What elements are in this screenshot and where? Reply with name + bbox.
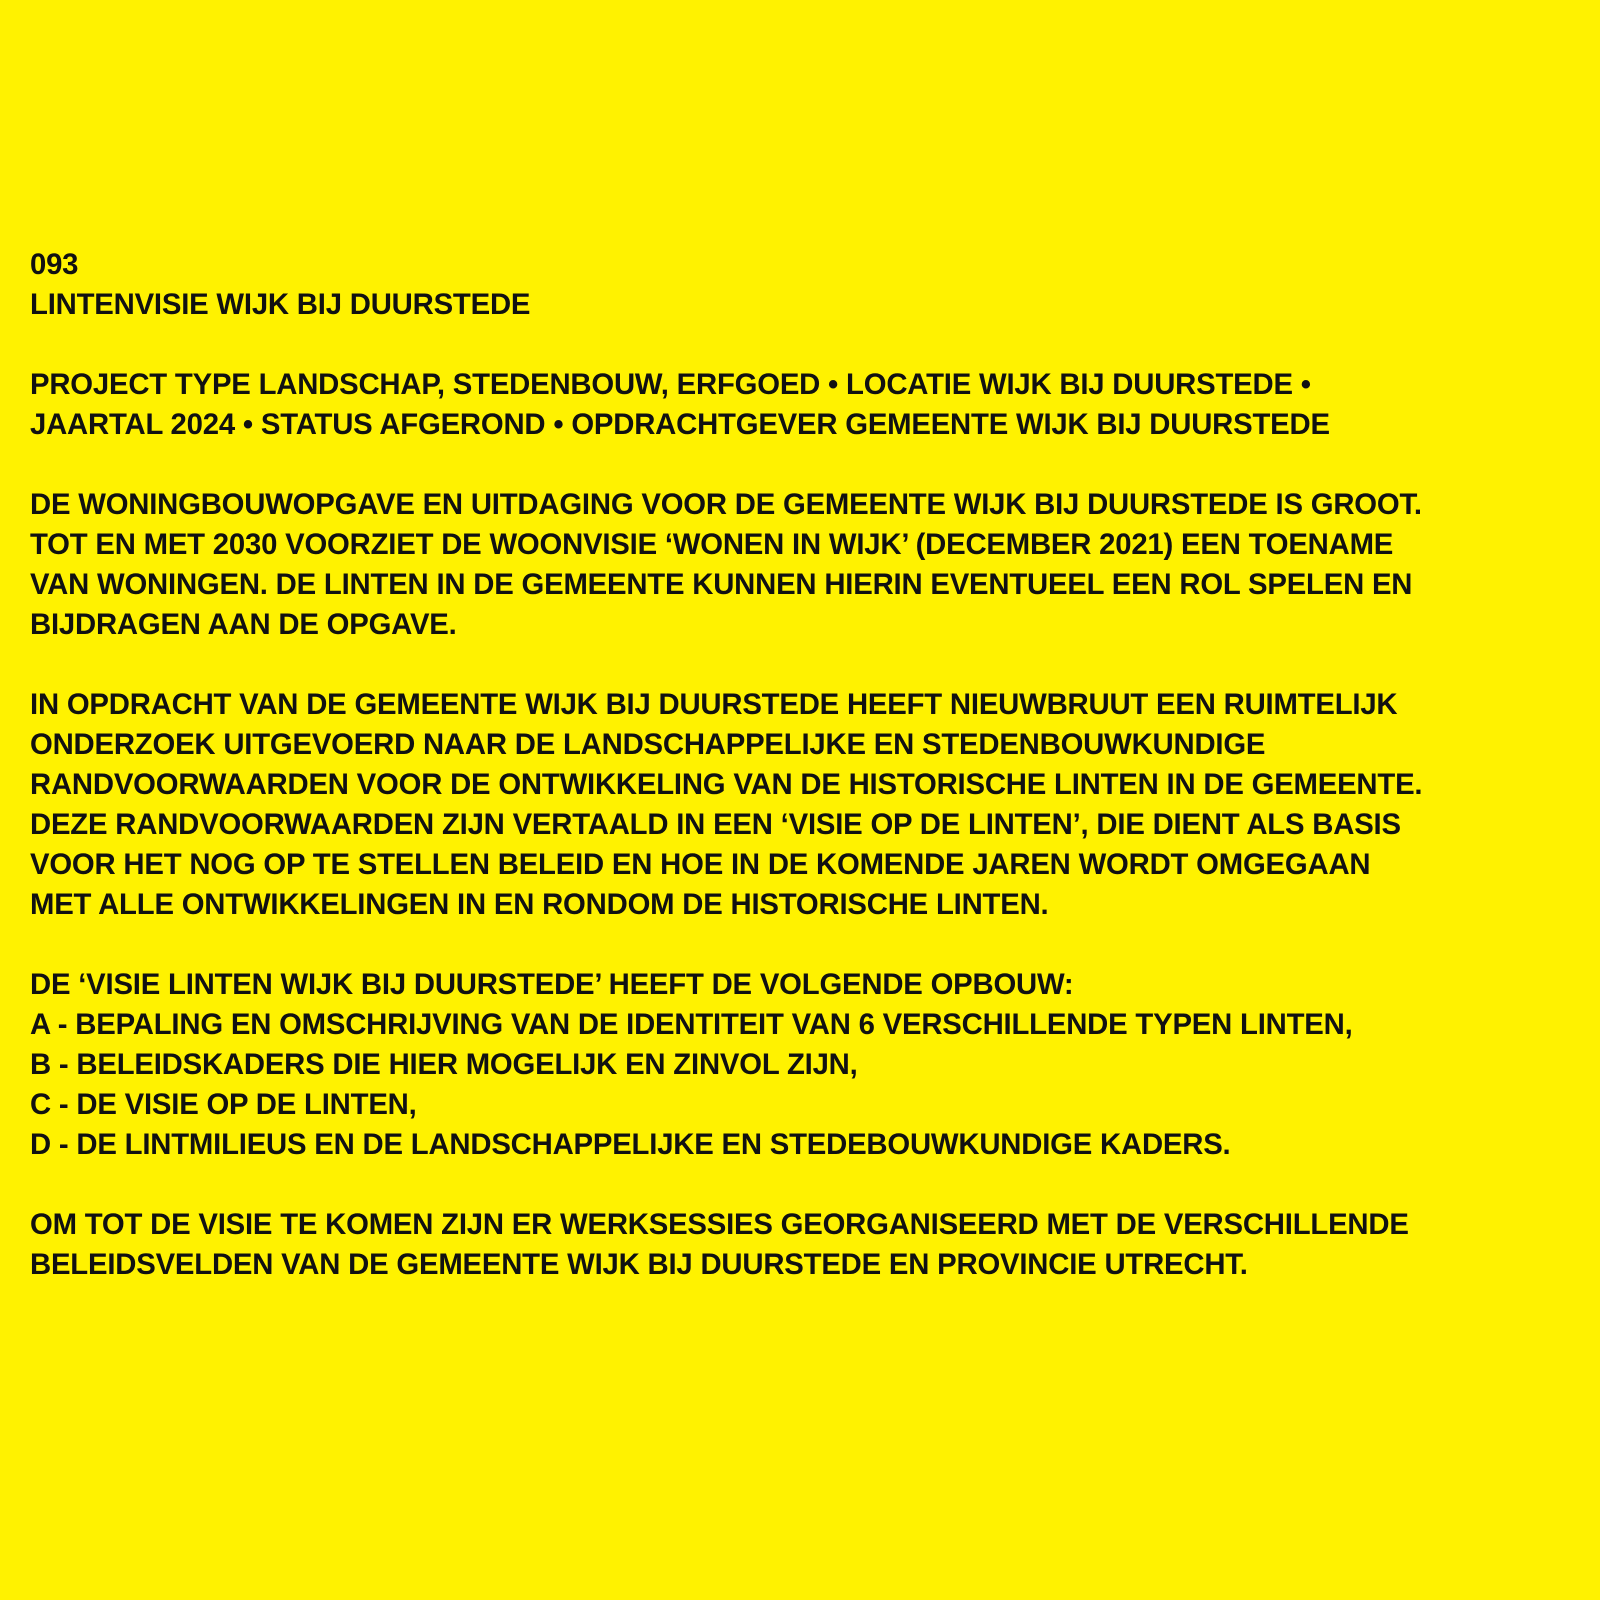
paragraph-line: OM TOT DE VISIE TE KOMEN ZIJN ER WERKSESSIES GEORGANISEERD MET DE VERSCHILLENDE: [30, 1208, 1409, 1241]
closing-paragraph: [30, 1205, 1580, 1285]
spacer: [30, 1165, 1580, 1205]
project-number: 093: [30, 248, 79, 281]
meta-line: PROJECT TYPE LANDSCHAP, STEDENBOUW, ERFGOED • LOCATIE WIJK BIJ DUURSTEDE •: [30, 368, 1311, 401]
structure-item: B - BELEIDSKADERS DIE HIER MOGELIJK EN ZINVOL ZIJN,: [30, 1048, 858, 1081]
structure-item: D - DE LINTMILIEUS EN DE LANDSCHAPPELIJKE EN STEDEBOUWKUNDIGE KADERS.: [30, 1128, 1231, 1161]
paragraph-line: BELEIDSVELDEN VAN DE GEMEENTE WIJK BIJ DUURSTEDE EN PROVINCIE UTRECHT.: [30, 1248, 1248, 1281]
project-meta: [30, 365, 1580, 445]
paragraph-line: VOOR HET NOG OP TE STELLEN BELEID EN HOE IN DE KOMENDE JAREN WORDT OMGEGAAN: [30, 848, 1371, 881]
structure-heading: DE ‘VISIE LINTEN WIJK BIJ DUURSTEDE’ HEEFT DE VOLGENDE OPBOUW:: [30, 968, 1074, 1001]
project-text: [30, 245, 1580, 1285]
spacer: [30, 925, 1580, 965]
paragraph-line: VAN WONINGEN. DE LINTEN IN DE GEMEENTE KUNNEN HIERIN EVENTUEEL EEN ROL SPELEN EN: [30, 568, 1413, 601]
structure-item: C - DE VISIE OP DE LINTEN,: [30, 1088, 417, 1121]
paragraph-line: DEZE RANDVOORWAARDEN ZIJN VERTAALD IN EEN ‘VISIE OP DE LINTEN’, DIE DIENT ALS BASIS: [30, 808, 1401, 841]
paragraph-line: IN OPDRACHT VAN DE GEMEENTE WIJK BIJ DUURSTEDE HEEFT NIEUWBRUUT EEN RUIMTELIJK: [30, 688, 1398, 721]
meta-line: JAARTAL 2024 • STATUS AFGEROND • OPDRACHTGEVER GEMEENTE WIJK BIJ DUURSTEDE: [30, 408, 1330, 441]
paragraph-line: TOT EN MET 2030 VOORZIET DE WOONVISIE ‘WONEN IN WIJK’ (DECEMBER 2021) EEN TOENAME: [30, 528, 1394, 561]
spacer: [30, 645, 1580, 685]
spacer: [30, 445, 1580, 485]
structure-section: [30, 965, 1580, 1165]
structure-item: A - BEPALING EN OMSCHRIJVING VAN DE IDENTITEIT VAN 6 VERSCHILLENDE TYPEN LINTEN,: [30, 1008, 1353, 1041]
paragraph-line: DE WONINGBOUWOPGAVE EN UITDAGING VOOR DE GEMEENTE WIJK BIJ DUURSTEDE IS GROOT.: [30, 488, 1422, 521]
paragraph-line: RANDVOORWAARDEN VOOR DE ONTWIKKELING VAN DE HISTORISCHE LINTEN IN DE GEMEENTE.: [30, 768, 1423, 801]
paragraph-line: BIJDRAGEN AAN DE OPGAVE.: [30, 608, 457, 641]
spacer: [30, 325, 1580, 365]
assignment-paragraph: [30, 685, 1580, 925]
project-title: LINTENVISIE WIJK BIJ DUURSTEDE: [30, 288, 531, 321]
intro-paragraph: [30, 485, 1580, 645]
paragraph-line: ONDERZOEK UITGEVOERD NAAR DE LANDSCHAPPELIJKE EN STEDENBOUWKUNDIGE: [30, 728, 1266, 761]
paragraph-line: MET ALLE ONTWIKKELINGEN IN EN RONDOM DE HISTORISCHE LINTEN.: [30, 888, 1049, 921]
